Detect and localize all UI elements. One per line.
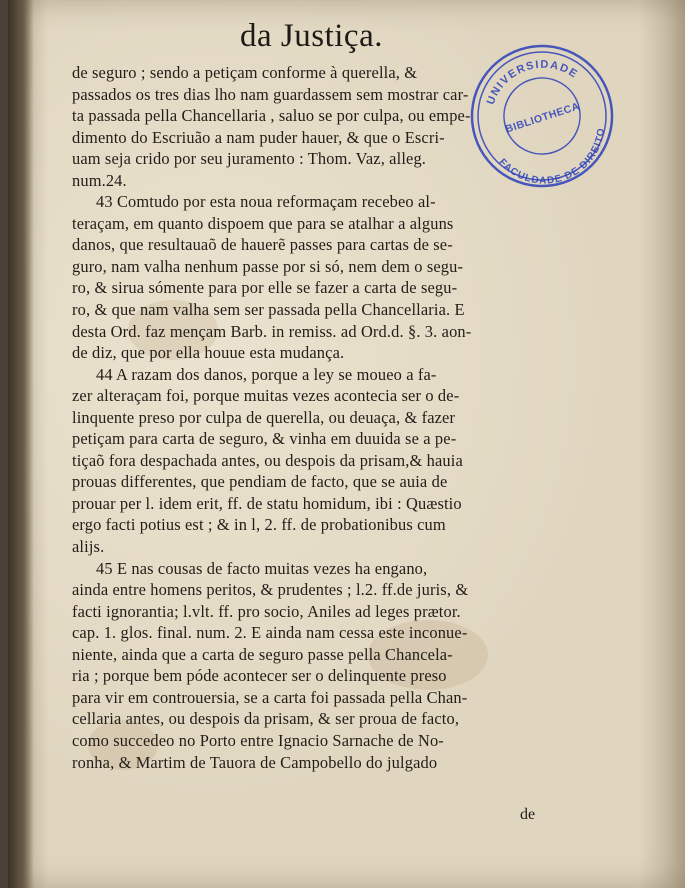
- text-line: ergo facti potius est ; & in l, 2. ff. de probationibus cum: [72, 515, 446, 535]
- text-line: linquente preso por culpa de querella, ou deuaça, & fazer: [72, 407, 456, 427]
- text-line: desta Ord. faz mençam Barb. in remiss. ad Ord.d. §. 3. aon-: [72, 321, 472, 341]
- stamp-top-text: UNIVERSIDADE: [484, 58, 581, 107]
- text-line: danos, que resultauaõ de hauerẽ passes para cartas de se-: [72, 235, 453, 255]
- text-line: ainda entre homens peritos, & prudentes ; l.2. ff.de juris, &: [72, 580, 469, 600]
- text-line: de diz, que por ella houue esta mudança.: [72, 343, 345, 363]
- stamp-bottom-text: FACULDADE DE DIREITO: [496, 126, 608, 187]
- stamp-center-text: BIBLIOTHECA: [504, 100, 582, 136]
- text-line: para vir em controuersia, se a carta foi passada pella Chan-: [72, 687, 468, 707]
- library-stamp-icon: [468, 42, 616, 190]
- text-line: tiçaõ fora despachada antes, ou despois da prisam,& hauia: [72, 450, 463, 470]
- book-gutter-shadow: [8, 0, 34, 888]
- text-line: ta passada pella Chancellaria , saluo se por culpa, ou empe-: [72, 106, 471, 126]
- text-line: como succedeo no Porto entre Ignacio Sarnache de No-: [72, 730, 444, 750]
- text-line: num.24.: [72, 170, 127, 190]
- text-line: ro, & sirua sómente para por elle se fazer a carta de segu-: [72, 278, 458, 298]
- catchword: de: [520, 806, 536, 823]
- text-line: alijs.: [72, 537, 105, 557]
- text-line: petiçam para carta de seguro, & vinha em duuida se a pe-: [72, 429, 457, 449]
- text-line: uam seja crido por seu juramento : Thom. Vaz, alleg.: [72, 149, 427, 169]
- text-line: prouar per l. idem erit, ff. de statu homidum, ibi : Quæstio: [72, 493, 462, 513]
- text-line: passados os tres dias lho nam guardassem sem mostrar car-: [72, 84, 469, 104]
- text-line: zer alteraçam foi, porque muitas vezes acontecia ser o de-: [72, 386, 460, 406]
- text-line: de seguro ; sendo a petiçam conforme à querella, &: [72, 63, 418, 82]
- text-line: 45 E nas cousas de facto muitas vezes ha engano,: [96, 558, 428, 578]
- text-line: 43 Comtudo por esta noua reformaçam recebeo al-: [96, 192, 436, 212]
- text-line: ro, & que nam valha sem ser passada pella Chancellaria. E: [72, 300, 465, 320]
- text-line: ria ; porque bem póde acontecer ser o delinquente preso: [72, 666, 447, 686]
- text-line: cellaria antes, ou despois da prisam, & ser proua de facto,: [72, 709, 460, 729]
- text-line: 44 A razam dos danos, porque a ley se moueo a fa-: [96, 364, 437, 384]
- text-line: ronha, & Martim de Tauora de Campobello do julgado: [72, 752, 438, 772]
- text-line: guro, nam valha nenhum passe por si só, nem dem o segu-: [72, 256, 464, 276]
- text-line: teraçam, em quanto dispoem que para se atalhar a alguns: [72, 213, 454, 233]
- svg-text:UNIVERSIDADE: [477, 46, 583, 109]
- text-line: niente, ainda que a carta de seguro passe pella Chancela-: [72, 644, 453, 664]
- text-line: facti ignorantia; l.vlt. ff. pro socio, Aniles ad leges prætor.: [72, 601, 461, 621]
- text-line: cap. 1. glos. final. num. 2. E ainda nam cessa este inconue-: [72, 623, 468, 643]
- text-line: prouas differentes, que pendiam de facto, que se auia de: [72, 472, 448, 492]
- text-line: dimento do Escriuão a nam puder hauer, & que o Escri-: [72, 127, 445, 147]
- running-header: da Justiça.: [240, 18, 383, 54]
